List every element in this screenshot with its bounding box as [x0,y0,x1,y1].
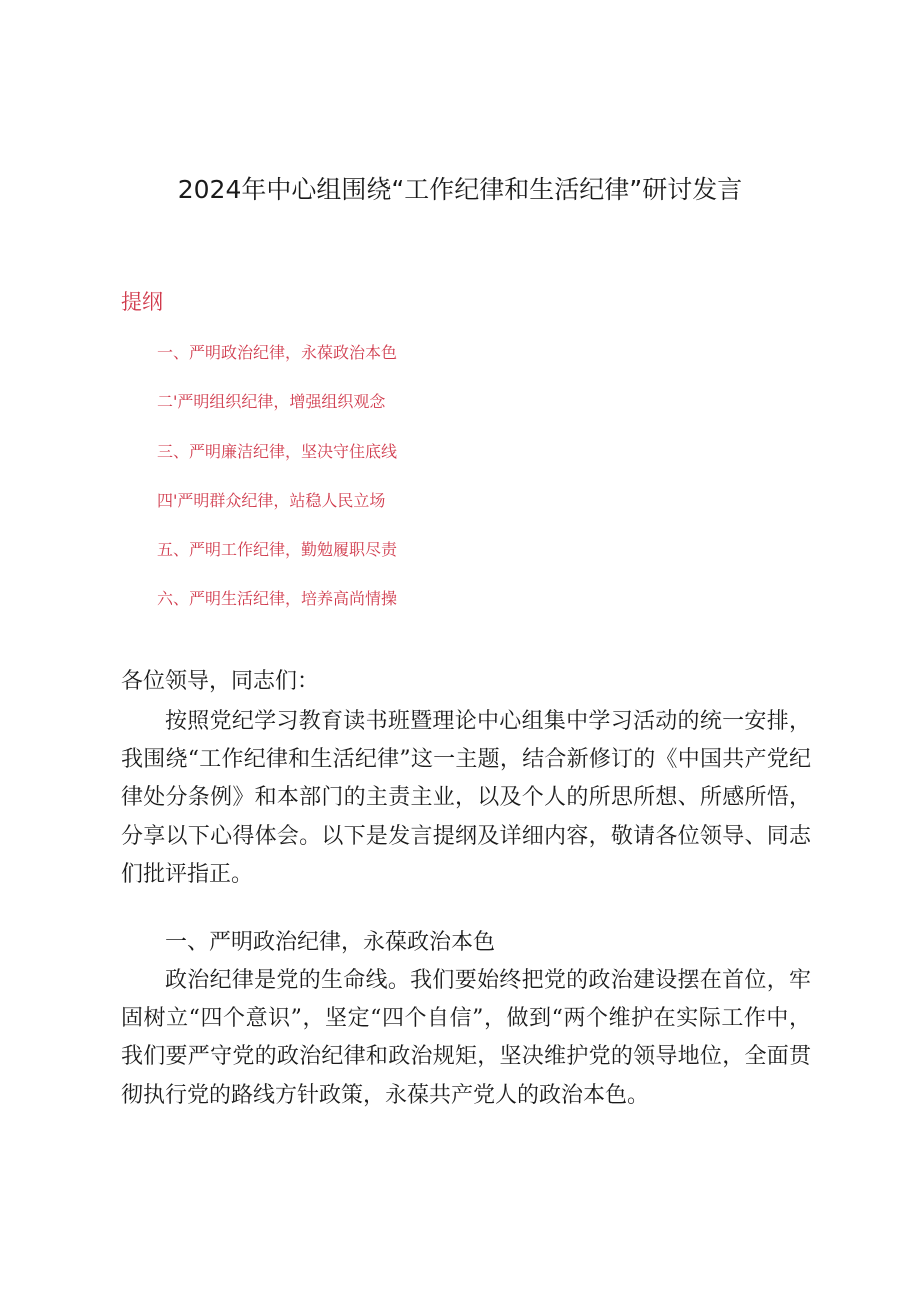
outline-item: 三、严明廉洁纪律，坚决守住底线 [157,441,398,461]
outline-item: 四'严明群众纪律，站稳人民立场 [157,490,386,510]
outline-item: 五、严明工作纪律，勤勉履职尽责 [157,540,398,560]
salutation: 各位领导，同志们： [121,669,320,694]
outline-item: 一、严明政治纪律，永葆政治本色 [157,343,398,362]
intro-paragraph: 按照党纪学习教育读书班暨理论中心组集中学习活动的统一安排，我围绕“工作纪律和生活纪律”这一主题，结合新修订的《中国共产党纪律处分条例》和本部门的主责主业，以及个人的所思所想、所感所悟，分享以下心得体会。以下是发言提纲及详细内容，敬请各位领导、同志们批评指正。 [121,709,811,887]
outline-heading: 提纲 [121,290,163,314]
section-paragraph: 政治纪律是党的生命线。我们要始终把党的政治建设摆在首位，牢固树立“四个意识”，坚定“四个自信”，做到“两个维护在实际工作中，我们要严守党的政治纪律和政治规矩，坚决维护党的领导地位，全面贯彻执行党的路线方针政策，永葆共产党人的政治本色。 [121,968,811,1108]
document-title: 2024年中心组围绕“工作纪律和生活纪律”研讨发言 [177,175,743,204]
outline-item: 六、严明生活纪律，培养高尚情操 [157,589,398,609]
outline-item: 二'严明组织纪律，增强组织观念 [157,392,386,412]
outline-list [157,341,397,637]
section-heading: 一、严明政治纪律，永葆政治本色 [165,930,496,955]
